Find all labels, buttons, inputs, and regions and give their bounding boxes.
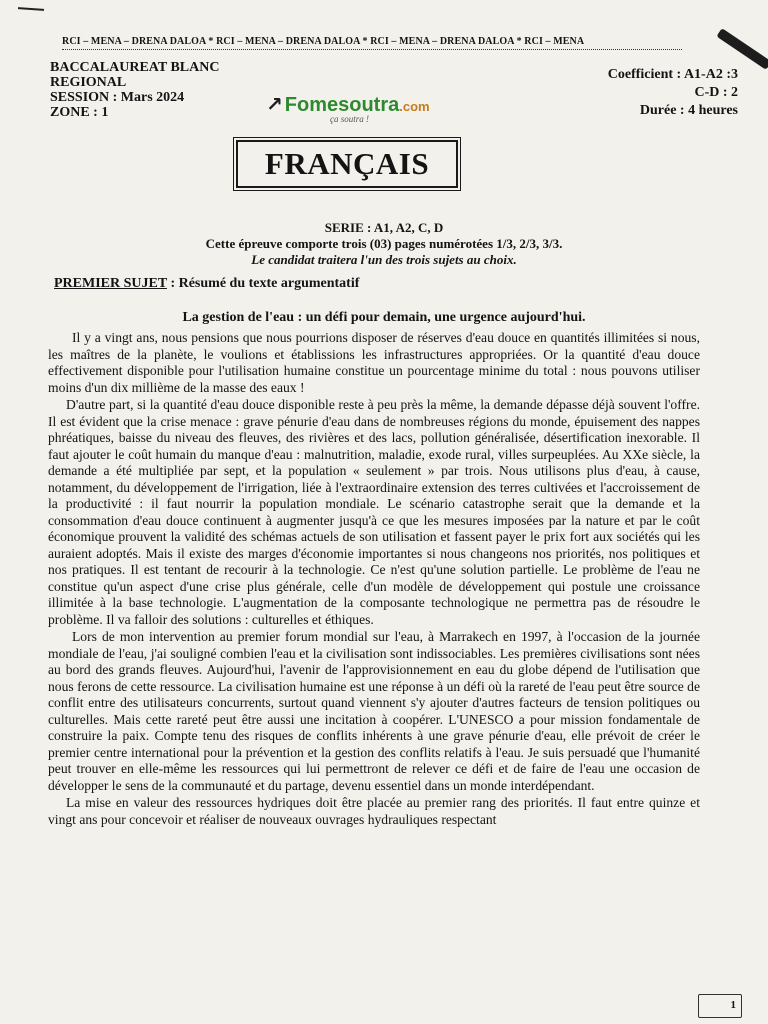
exam-info <box>50 60 219 120</box>
paragraph: Il y a vingt ans, nous pensions que nous pourrions disposer de réserves d'eau douce en quantités illimitées si nous, les maîtres de la planète, le voulions et établissions les infrastructures appropriées. Or la quantité d'eau douce effectivement disponible pour l'utilisation humaine constitue un pourcentage minime du total : nous pouvons utiliser moins d'un dix millième de la masse des eaux ! <box>48 330 700 395</box>
paragraph: Lors de mon intervention au premier forum mondial sur l'eau, à Marrakech en 1997, à l'occasion de la journée mondiale de l'eau, j'ai souligné combien l'eau et la civilisation sont indissociables. Les premières civilisations sont nées au bord des grands fleuves. Aujourd'hui, l'avenir de l'approvisionnement en eau du globe dépend de l'utilisation que nous ferons de cette ressource. La civilisation humaine est une réponse à un défi où la rareté de l'eau peut être source de conflit entre des utilisateurs concurrents, surtout quand viennent s'y ajouter d'autres facteurs de tension politiques ou culturelles. Mais cette rareté peut être aussi une incitation à coopérer. L'UNESCO a pour mission fondamentale de construire la paix. Compte tenu des risques de conflits inhérents à une grave pénurie d'eau, elle prévoit de créer le premier centre international pour la prévention et la gestion des conflits relatifs à l'eau. Je suis persuadé que l'humanité peut trouver en elle-même les ressources qui lui permettront de relever ce défi et de faire de l'eau une occasion de développer le sens de la communauté et du partage, devenu essentiel dans un monde interdépendant. <box>48 629 700 793</box>
exam-zone: ZONE : 1 <box>50 105 109 120</box>
text-title: La gestion de l'eau : un défi pour demain, une urgence aujourd'hui. <box>182 310 586 325</box>
instruction: Le candidat traitera l'un des trois sujets au choix. <box>251 252 517 267</box>
logo-domain: .com <box>399 99 430 114</box>
sujet-label: PREMIER SUJET <box>54 276 167 291</box>
text-body <box>48 330 700 829</box>
coefficient-cd: C-D : 2 <box>694 85 738 100</box>
exam-coefficients <box>608 66 738 120</box>
pages-info: Cette épreuve comporte trois (03) pages numérotées 1/3, 2/3, 3/3. <box>205 236 563 251</box>
subject-title: FRANÇAIS <box>236 140 458 188</box>
exam-type: BACCALAUREAT BLANC <box>50 60 220 75</box>
exam-duration: Durée : 4 heures <box>639 103 738 118</box>
serie-line: SERIE : A1, A2, C, D <box>324 220 444 235</box>
page-number: 1 <box>698 994 742 1018</box>
header-banner: RCI – MENA – DRENA DALOA * RCI – MENA – DRENA DALOA * RCI – MENA – DRENA DALOA * RCI – MENA <box>62 36 682 50</box>
fomesoutra-logo <box>266 92 446 132</box>
pen-tip <box>716 28 768 70</box>
sujet-type: : Résumé du texte argumentatif <box>166 276 360 291</box>
coefficient-a: Coefficient : A1-A2 :3 <box>607 67 738 82</box>
logo-tagline: ça soutra ! <box>330 114 369 124</box>
runner-icon: ↗ <box>266 94 283 116</box>
logo-brand: Fomesoutra <box>284 94 400 116</box>
paragraph: La mise en valeur des ressources hydriques doit être placée au premier rang des priorités. Il faut entre quinze et vingt ans pour concevoir et réaliser de nouveaux ouvrages hydrauliques respectant <box>48 795 700 827</box>
paragraph: D'autre part, si la quantité d'eau douce disponible reste à peu près la même, la demande dépasse déjà souvent l'offre. Il est évident que la crise menace : grave pénurie d'eau dans de nombreuses régions du monde, épuisement des nappes phréatiques, baisse du niveau des fleuves, des rivières et des lacs, pollution généralisée, désertification inexorable. Il faut ajouter le coût humain du manque d'eau : malnutrition, maladie, exode rural, villes surpeuplées. Au XXe siècle, la demande a été multipliée par sept, et la population « seulement » par trois. Nous utilisons plus d'eau, à cause, notamment, du développement de l'irrigation, liée à l'extraordinaire extension des terres cultivées et l'accroissement de la productivité : il faut nourrir la population mondiale. Le scénario catastrophe serait que la demande et la consommation d'eau douce continuent à augmenter jusqu'à ce que les mesures imposées par la nature et par le coût économique prouvent la validité des schémas actuels de son utilisation et fassent payer le prix fort aux sociétés qui les auraient adoptés. Mais il existe des marges d'économie importantes si nous changeons nos priorités, nos politiques et nos pratiques. Il est tentant de recourir à la technologie. Ce n'est qu'une solution partielle. Le problème de l'eau ne constitue qu'un aspect d'une crise plus générale, celle d'un modèle de développement qui postule une croissance illimitée à la base technologie. L'augmentation de la composante technologique ne permettra pas de résoudre le problème. Il va falloir des solutions : culturelles et éthiques. <box>48 397 700 627</box>
pen-mark <box>18 7 44 11</box>
exam-session: SESSION : Mars 2024 <box>50 90 185 105</box>
exam-scope: REGIONAL <box>50 75 127 90</box>
premier-sujet-heading <box>54 276 359 292</box>
